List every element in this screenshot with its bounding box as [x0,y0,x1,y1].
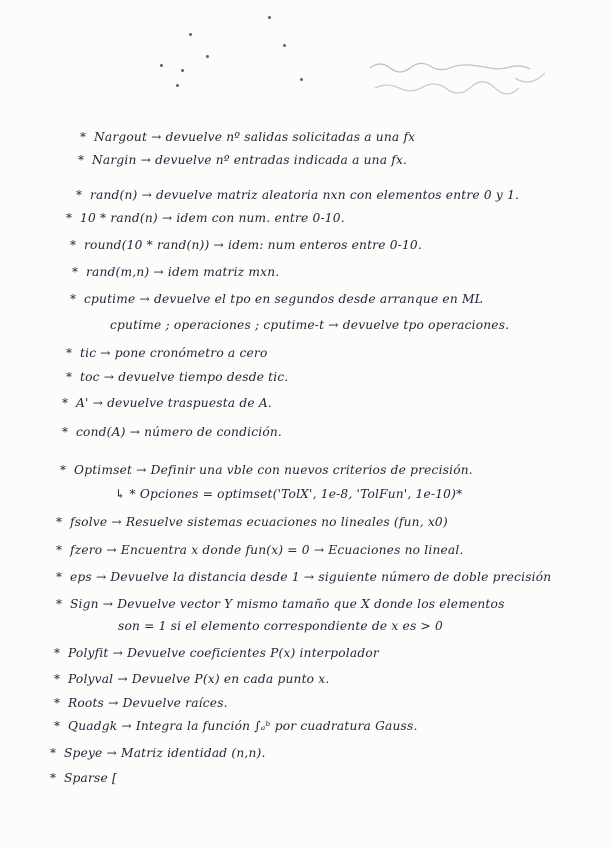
note-text: A' → devuelve traspuesta de A. [76,396,272,410]
note-text: Speye → Matriz identidad (n,n). [64,746,266,760]
bullet-star: * [50,771,57,785]
note-text: Sparse [ [64,771,117,785]
note-line [66,346,267,360]
note-line [54,646,379,660]
bullet-star: * [70,238,77,252]
note-line [56,570,551,584]
note-line [66,211,345,225]
note-text: 10 * rand(n) → idem con num. entre 0-10. [80,211,345,225]
note-line [70,238,422,252]
bullet-star: * [62,396,69,410]
note-text: cputime → devuelve el tpo en segundos desde arranque en ML [84,292,483,306]
note-line [72,265,279,279]
note-line [54,719,418,733]
bullet-star: * [72,265,79,279]
bullet-star: * [54,646,61,660]
note-text: rand(m,n) → idem matriz mxn. [86,265,280,279]
note-line [56,515,448,529]
note-text: round(10 * rand(n)) → idem: num enteros entre 0-10. [84,238,422,252]
note-line [78,153,407,167]
ink-speck [268,16,271,19]
note-text: Nargin → devuelve nº entradas indicada a una fx. [92,153,408,167]
note-text: ↳ * Opciones = optimset('TolX', 1e-8, 'TolFun', 1e-10)* [115,487,463,501]
note-line [56,597,505,611]
note-text: cputime ; operaciones ; cputime-t → devuelve tpo operaciones. [110,318,510,332]
bullet-star: * [66,346,73,360]
note-text: Roots → Devuelve raíces. [68,696,228,710]
note-text: eps → Devuelve la distancia desde 1 → siguiente número de doble precisión [70,570,552,584]
note-text: fzero → Encuentra x donde fun(x) = 0 → Ecuaciones no lineal. [70,543,464,557]
ink-speck [176,84,179,87]
bullet-star: * [70,292,77,306]
ink-speck [300,78,303,81]
note-text: Quadgk → Integra la función ∫ₐᵇ por cuadratura Gauss. [68,719,418,733]
note-line [118,619,443,633]
note-text: Polyfit → Devuelve coeficientes P(x) interpolador [68,646,379,660]
note-text: cond(A) → número de condición. [76,425,282,439]
note-line [76,188,519,202]
bullet-star: * [54,719,61,733]
note-line [50,746,266,760]
note-line [60,463,473,477]
bullet-star: * [56,515,63,529]
bullet-star: * [76,188,83,202]
bullet-star: * [62,425,69,439]
note-text: rand(n) → devuelve matriz aleatoria nxn con elementos entre 0 y 1. [90,188,520,202]
bullet-star: * [66,211,73,225]
note-text: Nargout → devuelve nº salidas solicitadas a una fx [94,130,416,144]
note-text: son = 1 si el elemento correspondiente de x es > 0 [118,619,443,633]
bullet-star: * [60,463,67,477]
note-line [80,130,415,144]
bullet-star: * [56,597,63,611]
note-text: fsolve → Resuelve sistemas ecuaciones no lineales (fun, x0) [70,515,448,529]
note-line [115,487,462,501]
bullet-star: * [78,153,85,167]
note-text: Sign → Devuelve vector Y mismo tamaño que X donde los elementos [70,597,505,611]
note-line [50,771,117,785]
note-line [70,292,483,306]
ink-speck [283,44,286,47]
bullet-star: * [56,570,63,584]
ink-speck [181,69,184,72]
note-line [62,396,272,410]
ink-speck [189,33,192,36]
bullet-star: * [54,696,61,710]
note-line [56,543,464,557]
note-line [66,370,288,384]
ink-speck [206,55,209,58]
note-line [54,696,228,710]
note-text: Optimset → Definir una vble con nuevos criterios de precisión. [74,463,473,477]
bullet-star: * [56,543,63,557]
bullet-star: * [80,130,87,144]
note-line [54,672,329,686]
note-line [110,318,509,332]
bullet-star: * [54,672,61,686]
ink-speck [160,64,163,67]
bullet-star: * [50,746,57,760]
note-text: tic → pone cronómetro a cero [80,346,268,360]
note-text: Polyval → Devuelve P(x) en cada punto x. [68,672,330,686]
bullet-star: * [66,370,73,384]
note-line [62,425,282,439]
faint-scribble [365,48,565,103]
note-text: toc → devuelve tiempo desde tic. [80,370,289,384]
